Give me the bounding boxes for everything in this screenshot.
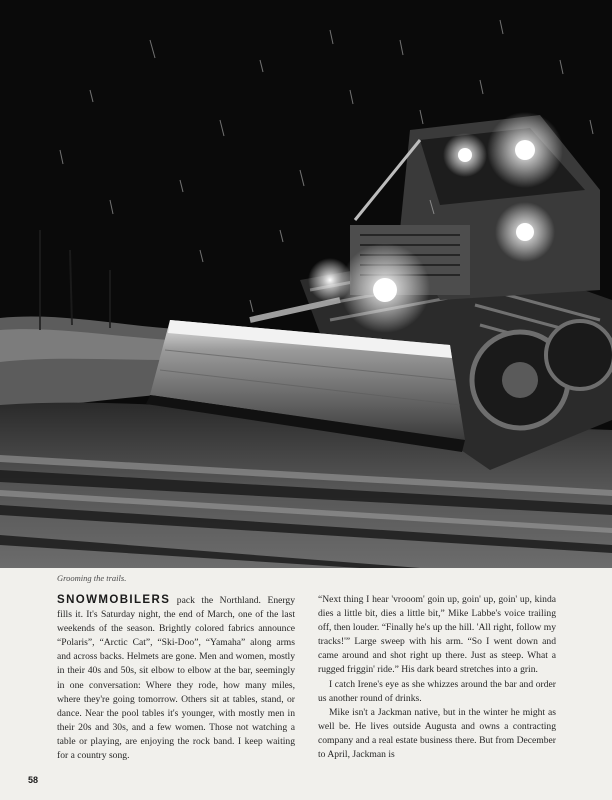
article-paragraph: I catch Irene's eye as she whizzes around the bar and order us another round of drinks. (318, 678, 556, 704)
article-paragraph: Mike isn't a Jackman native, but in the winter he might as well be. He lives outside Augusta and owns a contracting company and a real estate business there. But from December to April, Jackman is (318, 706, 556, 761)
paragraph-text: pack the Northland. Energy fills it. It's Saturday night, the end of March, one of the last weekends of the season. Brightly colored fabrics announce “Polaris”, “Arctic Cat”, “Ski-Doo”, “Yamaha” along arms and across backs. Helmets are gone. Men and women, mostly in their 40s and 50s, sit elbow to elbow at the bar, seemingly in one conversation: Where they rode, how many miles, where they're going tomorrow. Others sit at tables, stand, or dance. Near the pool tables it's younger, with mostly men in their 20s and 30s, and a few women. Those not watching a table or playing, are enjoying the rock band. I keep waiting for a country song. (57, 595, 295, 762)
page-number: 58 (28, 775, 39, 785)
article-column-left (57, 593, 295, 763)
article-paragraph (57, 593, 295, 763)
article-paragraph: “Next thing I hear 'vrooom' goin up, goin' up, goin' up, kinda dies a little bit, dies a little bit,” Mike Labbe's voice trailing off, then louder. “Finally he's up the hill. 'All right, follow my tracks!'” Large sweep with his arm. “So I went down and came around and shot right up there. Just as steep. What a rugged friggin' ride.” His dark beard stretches into a grin. (318, 594, 556, 676)
photo-caption: Grooming the trails. (57, 573, 127, 583)
lead-word: SNOWMOBILERS (57, 594, 171, 606)
article-column-right (318, 593, 556, 762)
